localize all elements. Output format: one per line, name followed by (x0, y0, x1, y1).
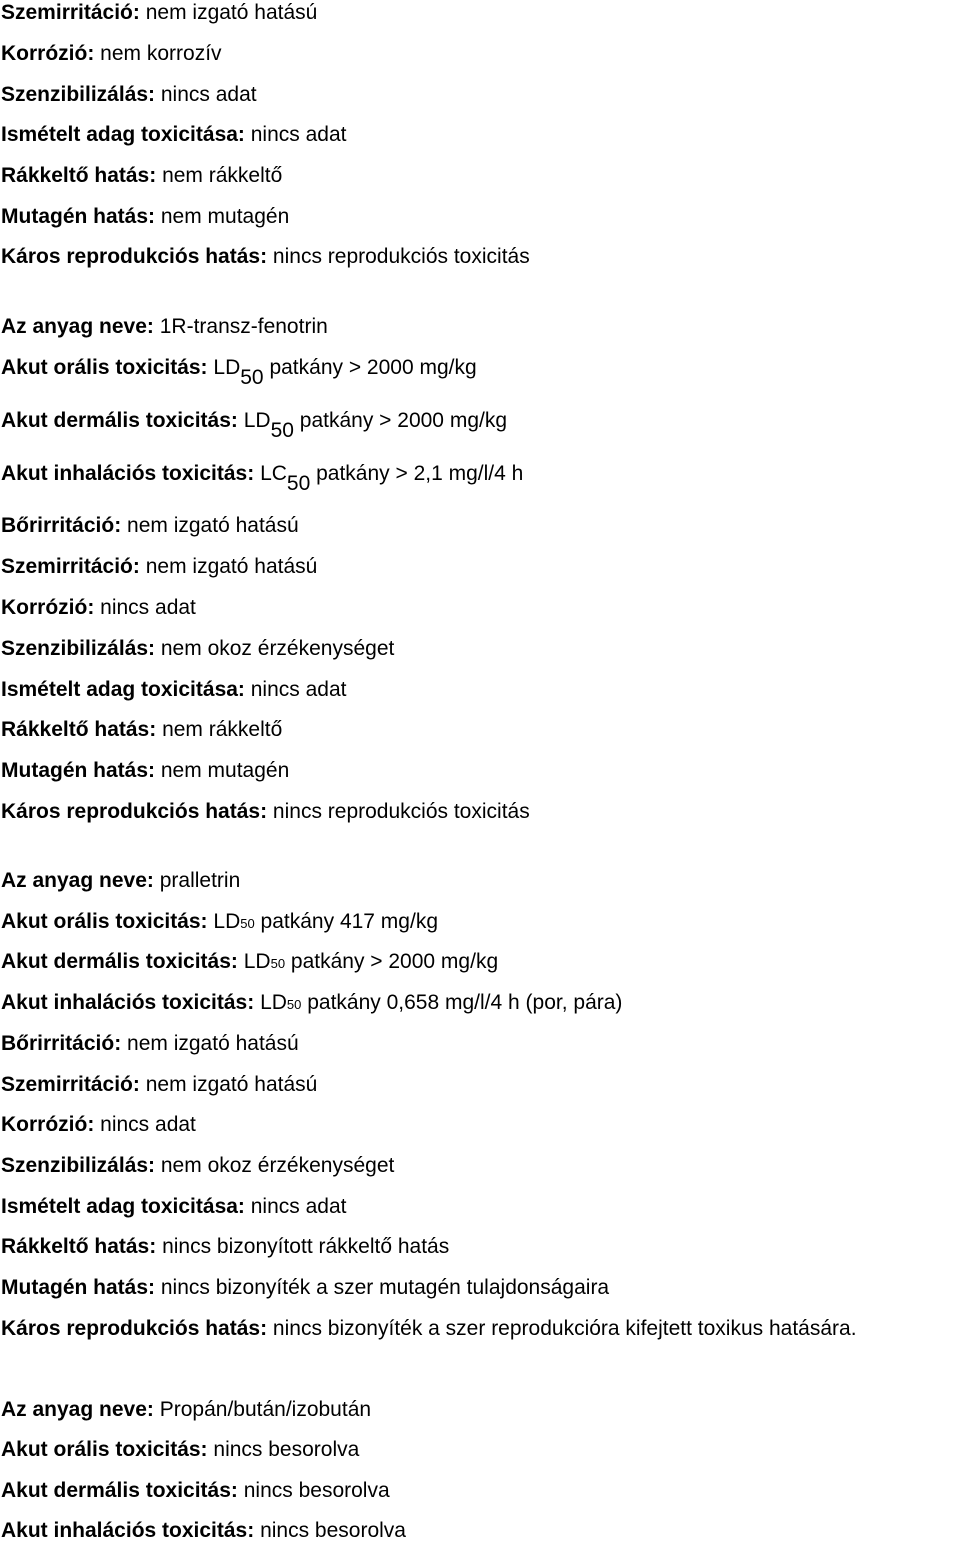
acute-oral-row: Akut orális toxicitás: LD50 patkány 417 mg/kg (1, 910, 438, 933)
skin-irritation-row: Bőrirritáció: nem izgató hatású (1, 514, 299, 537)
eye-irritation-row: Szemirritáció: nem izgató hatású (1, 1, 318, 24)
mutagenic-row: Mutagén hatás: nem mutagén (1, 759, 290, 782)
substance-name-row: Az anyag neve: Propán/bután/izobután (1, 1398, 372, 1421)
reproductive-row: Káros reprodukciós hatás: nincs reprodukciós toxicitás (1, 800, 530, 823)
acute-inhalation-row: Akut inhalációs toxicitás: LC50 patkány > 2,1 mg/l/4 h (1, 462, 524, 495)
skin-irritation-row: Bőrirritáció: nem izgató hatású (1, 1032, 299, 1055)
acute-dermal-row: Akut dermális toxicitás: LD50 patkány > 2000 mg/kg (1, 409, 508, 442)
acute-dermal-row: Akut dermális toxicitás: LD50 patkány > 2000 mg/kg (1, 950, 499, 973)
carcinogenic-row: Rákkeltő hatás: nem rákkeltő (1, 718, 283, 741)
repeated-dose-row: Ismételt adag toxicitása: nincs adat (1, 1195, 347, 1218)
acute-oral-row: Akut orális toxicitás: nincs besorolva (1, 1438, 360, 1461)
mutagenic-row: Mutagén hatás: nincs bizonyíték a szer mutagén tulajdonságaira (1, 1276, 610, 1299)
acute-dermal-row: Akut dermális toxicitás: nincs besorolva (1, 1479, 390, 1502)
acute-inhalation-row: Akut inhalációs toxicitás: nincs besorolva (1, 1519, 406, 1542)
sensitization-row: Szenzibilizálás: nincs adat (1, 83, 257, 106)
corrosion-row: Korrózió: nem korrozív (1, 42, 222, 65)
substance-name-row: Az anyag neve: pralletrin (1, 869, 241, 892)
carcinogenic-row: Rákkeltő hatás: nem rákkeltő (1, 164, 283, 187)
carcinogenic-row: Rákkeltő hatás: nincs bizonyított rákkeltő hatás (1, 1235, 450, 1258)
substance-name-row: Az anyag neve: 1R-transz-fenotrin (1, 315, 328, 338)
eye-irritation-row: Szemirritáció: nem izgató hatású (1, 555, 318, 578)
sensitization-row: Szenzibilizálás: nem okoz érzékenységet (1, 637, 395, 660)
corrosion-row: Korrózió: nincs adat (1, 1113, 196, 1136)
acute-inhalation-row: Akut inhalációs toxicitás: LD50 patkány 0,658 mg/l/4 h (por, pára) (1, 991, 623, 1014)
corrosion-row: Korrózió: nincs adat (1, 596, 196, 619)
eye-irritation-row: Szemirritáció: nem izgató hatású (1, 1073, 318, 1096)
sensitization-row: Szenzibilizálás: nem okoz érzékenységet (1, 1154, 395, 1177)
reproductive-row: Káros reprodukciós hatás: nincs bizonyíték a szer reprodukcióra kifejtett toxikus hatására. (1, 1317, 857, 1340)
repeated-dose-row: Ismételt adag toxicitása: nincs adat (1, 678, 347, 701)
repeated-dose-row: Ismételt adag toxicitása: nincs adat (1, 123, 347, 146)
acute-oral-row: Akut orális toxicitás: LD50 patkány > 2000 mg/kg (1, 356, 477, 389)
mutagenic-row: Mutagén hatás: nem mutagén (1, 205, 290, 228)
reproductive-row: Káros reprodukciós hatás: nincs reprodukciós toxicitás (1, 245, 530, 268)
